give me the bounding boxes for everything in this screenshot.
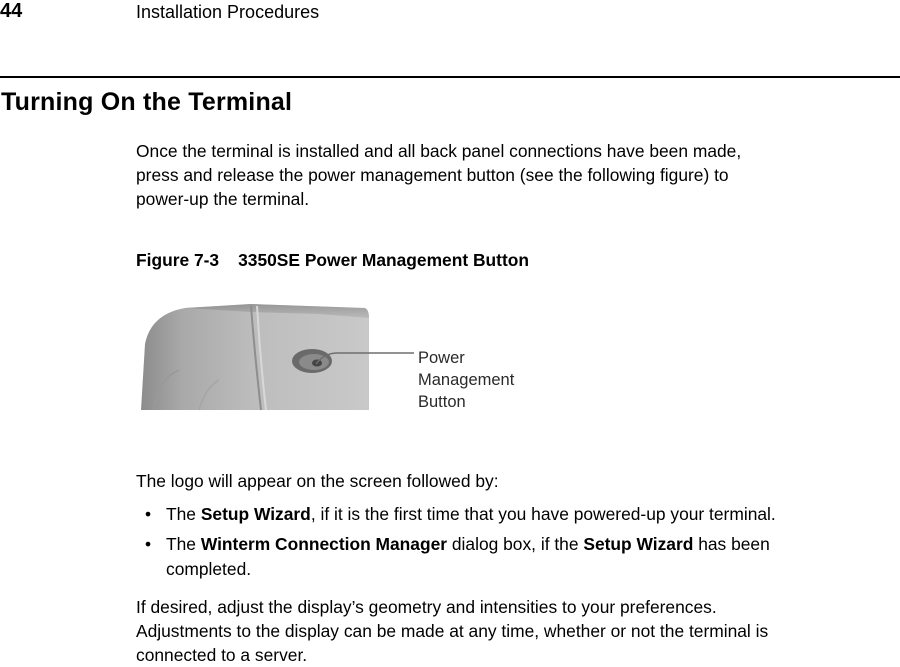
bullet-item-setup-wizard	[166, 502, 776, 526]
callout-leader-line	[316, 340, 416, 370]
intro-line: press and release the power management button (see the following figure) to	[136, 165, 729, 185]
callout-line: Power	[418, 349, 465, 367]
figure-title: 3350SE Power Management Button	[238, 250, 529, 270]
bullet-continuation: completed.	[166, 559, 252, 579]
closing-paragraph	[136, 595, 768, 667]
intro-line: power-up the terminal.	[136, 189, 310, 209]
figure-label: Figure 7-3	[136, 250, 220, 270]
bullet-text: The	[166, 534, 201, 554]
after-figure-text: The logo will appear on the screen followed by:	[136, 471, 499, 491]
bullet-text: dialog box, if the	[447, 534, 584, 554]
header-rule	[0, 76, 900, 78]
bullet-text: has been	[693, 534, 770, 554]
bullet-marker: •	[145, 534, 152, 554]
callout-line: Management	[418, 371, 515, 389]
bullet-bold-term: Setup Wizard	[583, 534, 694, 554]
closing-line: connected to a server.	[136, 645, 308, 665]
section-title: Turning On the Terminal	[1, 88, 293, 116]
bullet-text: , if it is the first time that you have powered-up your terminal.	[310, 504, 776, 524]
bullet-item-connection-manager	[166, 532, 770, 556]
intro-paragraph	[136, 139, 741, 211]
bullet-bold-term: Winterm Connection Manager	[200, 534, 448, 554]
bullet-bold-term: Setup Wizard	[200, 504, 311, 524]
closing-line: Adjustments to the display can be made at any time, whether or not the terminal is	[136, 621, 769, 641]
bullet-marker: •	[145, 504, 152, 524]
page-number: 44	[0, 0, 23, 22]
callout-line: Button	[418, 393, 466, 411]
intro-line: Once the terminal is installed and all back panel connections have been made,	[136, 141, 742, 161]
figure-caption	[136, 250, 529, 271]
running-head: Installation Procedures	[136, 2, 320, 22]
callout-label	[418, 347, 514, 413]
bullet-text: The	[166, 504, 201, 524]
closing-line: If desired, adjust the display’s geometry and intensities to your preferences.	[136, 597, 717, 617]
